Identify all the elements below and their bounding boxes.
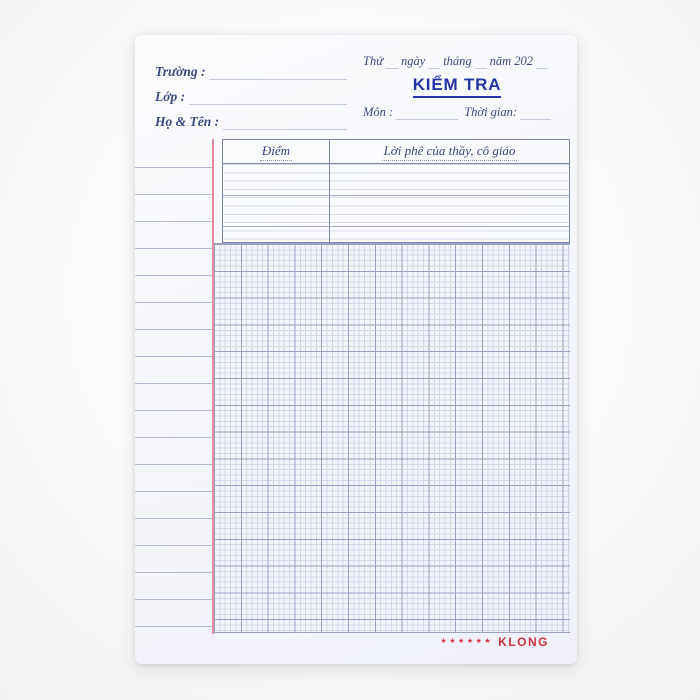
name-blank-line — [223, 115, 347, 130]
exam-notebook-page — [135, 35, 577, 664]
comment-header-cell — [330, 140, 569, 163]
class-field — [155, 86, 347, 105]
school-blank-line — [209, 65, 347, 80]
grid-paper-area — [214, 243, 570, 633]
date-day-label: ngày — [400, 54, 426, 68]
comment-body-cell — [330, 164, 569, 242]
table-row-divider — [223, 226, 569, 227]
score-header-label: Điểm — [260, 143, 292, 161]
date-blank-line — [428, 56, 440, 69]
margin-ruled-lines — [135, 167, 213, 633]
name-field — [155, 111, 347, 130]
class-blank-line — [189, 90, 347, 105]
school-label: Trường : — [155, 64, 206, 79]
page-title: KIỂM TRA — [413, 75, 502, 98]
brand-stars-icon: ★★★★★★ — [440, 637, 494, 645]
time-blank-line — [520, 107, 551, 120]
score-table-header — [223, 140, 569, 164]
date-line — [363, 51, 551, 69]
brand-logo — [433, 634, 549, 650]
date-blank-line — [536, 56, 548, 69]
subject-label: Môn : — [363, 105, 394, 119]
subject-blank-line — [396, 107, 458, 120]
subject-time-line — [363, 102, 551, 120]
table-row-divider — [223, 195, 569, 196]
title-block — [363, 75, 551, 98]
date-year-label: năm 202 — [489, 54, 533, 68]
comment-header-label: Lời phê của thầy, cô giáo — [382, 143, 518, 161]
brand-name: KLONG — [498, 635, 549, 649]
date-blank-line — [475, 56, 487, 69]
score-table-body — [223, 164, 569, 242]
date-month-label: tháng — [443, 54, 472, 68]
time-label: Thời gian: — [464, 105, 518, 119]
class-label: Lớp : — [155, 89, 186, 104]
score-body-cell — [223, 164, 330, 242]
score-header-cell — [223, 140, 330, 163]
name-label: Họ & Tên : — [155, 114, 220, 129]
date-weekday-label: Thứ — [363, 54, 384, 68]
date-blank-line — [386, 56, 398, 69]
score-table — [222, 139, 570, 243]
school-field — [155, 61, 347, 80]
